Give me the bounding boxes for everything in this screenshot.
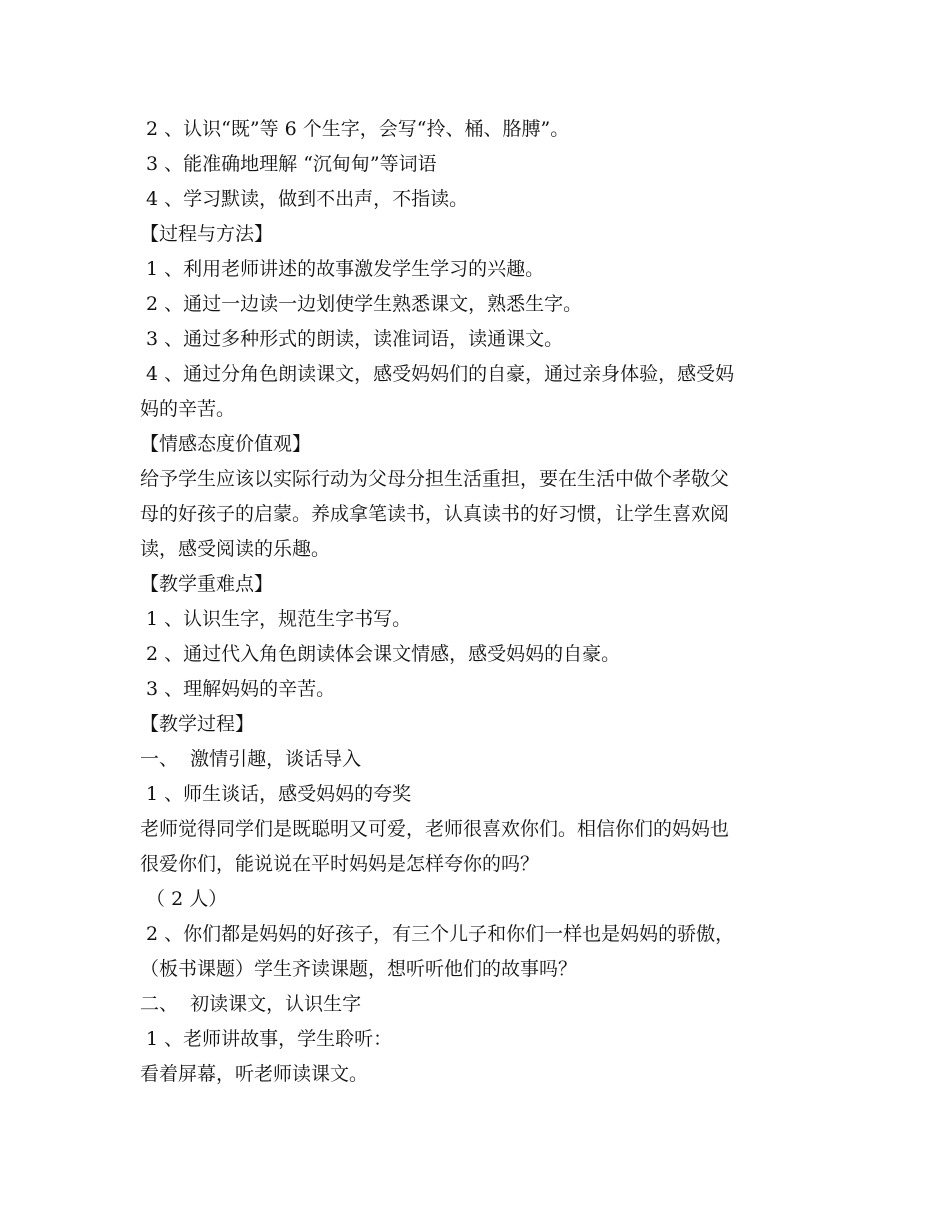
step-one-item-1: 1 、师生谈话，感受妈妈的夸奖 — [140, 783, 412, 805]
step-one-item-2-line-2: （板书课题）学生齐读课题，想听听他们的故事吗？ — [140, 958, 578, 980]
emotion-paragraph-line-1: 给予学生应该以实际行动为父母分担生活重担，要在生活中做个孝敬父 — [140, 468, 730, 490]
teacher-talk-line-2: 很爱你们，能说说在平时妈妈是怎样夸你的吗？ — [140, 853, 540, 875]
emotion-paragraph-line-2: 母的好孩子的启蒙。养成拿笔读书，认真读书的好习惯，让学生喜欢阅 — [140, 503, 730, 525]
process-item-2: 2 、通过一边读一边划使学生熟悉课文，熟悉生字。 — [140, 293, 583, 315]
key-point-2: 2 、通过代入角色朗读体会课文情感，感受妈妈的自豪。 — [140, 643, 621, 665]
step-two-heading: 二、 初读课文，认识生字 — [140, 993, 362, 1015]
process-item-3: 3 、通过多种形式的朗读，读准词语，读通课文。 — [140, 328, 564, 350]
section-heading-emotion-values: 【情感态度价值观】 — [140, 433, 312, 455]
step-two-item-1: 1 、老师讲故事，学生聆听： — [140, 1028, 393, 1050]
section-heading-process-method: 【过程与方法】 — [140, 223, 274, 245]
process-item-4-line-2: 妈的辛苦。 — [140, 398, 236, 420]
section-heading-teaching-process: 【教学过程】 — [140, 713, 255, 735]
section-heading-key-points: 【教学重难点】 — [140, 573, 274, 595]
process-item-1: 1 、利用老师讲述的故事激发学生学习的兴趣。 — [140, 258, 545, 280]
teacher-talk-line-1: 老师觉得同学们是既聪明又可爱，老师很喜欢你们。相信你们的妈妈也 — [140, 818, 730, 840]
objective-2: 2 、认识“既”等 6 个生字，会写“拎、桶、胳膊”。 — [140, 118, 570, 140]
key-point-3: 3 、理解妈妈的辛苦。 — [140, 678, 336, 700]
process-item-4-line-1: 4 、通过分角色朗读课文，感受妈妈们的自豪，通过亲身体验，感受妈 — [140, 363, 735, 385]
objective-4: 4 、学习默读，做到不出声，不指读。 — [140, 188, 469, 210]
step-one-heading: 一、 激情引趣，谈话导入 — [140, 748, 362, 770]
key-point-1: 1 、认识生字，规范生字书写。 — [140, 608, 412, 630]
step-one-item-2-line-1: 2 、你们都是妈妈的好孩子，有三个儿子和你们一样也是妈妈的骄傲， — [140, 923, 735, 945]
document-body — [140, 112, 820, 1092]
objective-3: 3 、能准确地理解 “沉甸甸”等词语 — [140, 153, 437, 175]
student-count-note: （ 2 人） — [140, 888, 228, 910]
emotion-paragraph-line-3: 读，感受阅读的乐趣。 — [140, 538, 331, 560]
step-two-note: 看着屏幕，听老师读课文。 — [140, 1063, 369, 1085]
